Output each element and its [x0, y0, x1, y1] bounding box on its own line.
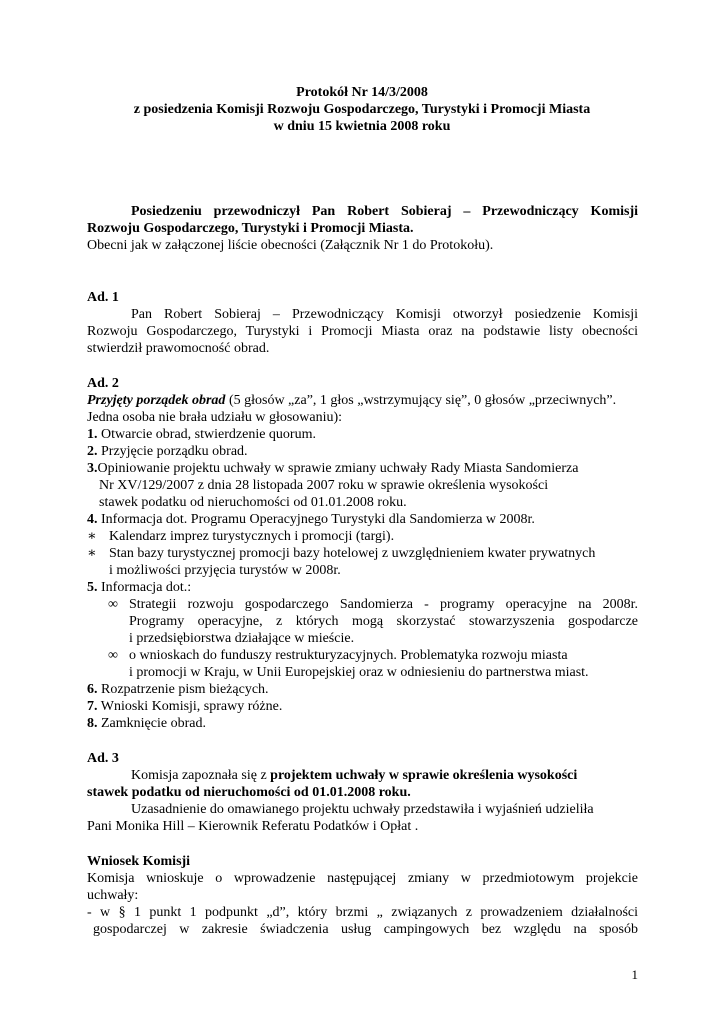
attendance-note: Obecni jak w załączonej liście obecności (Załącznik Nr 1 do Protokołu). — [87, 238, 494, 253]
ad3-line-4: Pani Monika Hill – Kierownik Referatu Podatków i Opłat . — [87, 819, 419, 834]
sub-item-2-marker: ∞ — [108, 648, 118, 663]
document-title: Protokół Nr 14/3/2008 — [296, 85, 428, 100]
wniosek-heading: Wniosek Komisji — [87, 854, 191, 869]
agenda-item-text: Otwarcie obrad, stwierdzenie quorum. — [97, 427, 316, 442]
ad1-line-1: Pan Robert Sobieraj – Przewodniczący Komisji otworzył posiedzenie Komisji — [131, 307, 638, 322]
agenda-item-number: 7. — [87, 699, 98, 714]
chair-line-2: Rozwoju Gospodarczego, Turystyki i Promocji Miasta. — [87, 221, 414, 236]
wniosek-line-3: - w § 1 punkt 1 podpunkt „d”, który brzmi „ związanych z prowadzeniem działalności — [87, 905, 638, 920]
ad3-line-2: stawek podatku od nieruchomości od 01.01.2008 roku. — [87, 785, 411, 800]
sub-item-1-line-2: Programy operacyjne, z których mogą skorzystać stowarzyszenia gospodarcze — [129, 614, 638, 629]
ad1-heading: Ad. 1 — [87, 290, 119, 305]
agenda-item-text: Przyjęcie porządku obrad. — [97, 444, 248, 459]
agenda-item-number: 5. — [87, 580, 98, 595]
agenda-item-number: 2. — [87, 444, 98, 459]
agenda-item-7 — [87, 698, 282, 715]
agenda-item-text: Zamknięcie obrad. — [97, 716, 206, 731]
sub-item-2-line-1: o wnioskach do funduszy restrukturyzacyjnych. Problematyka rozwoju miasta — [129, 648, 568, 663]
agenda-item-text: Rozpatrzenie pism bieżących. — [97, 682, 269, 697]
ad3-heading: Ad. 3 — [87, 751, 119, 766]
sub-item-1-line-3: i przedsiębiorstwa działające w mieście. — [129, 631, 355, 646]
ad1-line-3: stwierdził prawomocność obrad. — [87, 341, 270, 356]
sub-item-1-line-1: Strategii rozwoju gospodarczego Sandomierza - programy operacyjne na 2008r. — [129, 597, 638, 612]
vote-line-2: Jedna osoba nie brała udziału w głosowaniu): — [87, 410, 343, 425]
ad1-line-2: Rozwoju Gospodarczego, Turystyki i Promocji Miasta oraz na podstawie listy obecności — [87, 324, 638, 339]
ad3-line-1-text: Komisja zapoznała się z — [131, 768, 271, 783]
agenda-item-number: 8. — [87, 716, 98, 731]
agenda-item-number: 6. — [87, 682, 98, 697]
wniosek-line-2: uchwały: — [87, 888, 139, 903]
wniosek-line-1: Komisja wnioskuje o wprowadzenie następującej zmiany w przedmiotowym projekcie — [87, 871, 638, 886]
agenda-item-3-line-2: Nr XV/129/2007 z dnia 28 listopada 2007 roku w sprawie określenia wysokości — [99, 478, 549, 493]
page-number: 1 — [631, 967, 638, 982]
meeting-date: w dniu 15 kwietnia 2008 roku — [273, 119, 451, 134]
agenda-vote-line — [87, 392, 616, 409]
agenda-item-8 — [87, 715, 206, 732]
vote-text: (5 głosów „za”, 1 głos „wstrzymujący się”, 0 głosów „przeciwnych”. — [225, 393, 617, 408]
agenda-item-4 — [87, 511, 535, 528]
agenda-item-number: 1. — [87, 427, 98, 442]
ad3-line-1 — [131, 767, 577, 784]
sub-item-1-marker: ∞ — [108, 597, 118, 612]
agenda-item-2 — [87, 443, 248, 460]
agenda-item-text: Wnioski Komisji, sprawy różne. — [97, 699, 283, 714]
asterisk-icon: ∗ — [87, 529, 97, 544]
agenda-item-text: Informacja dot.: — [97, 580, 192, 595]
agenda-item-6 — [87, 681, 269, 698]
chair-line-1: Posiedzeniu przewodniczył Pan Robert Sobieraj – Przewodniczący Komisji — [131, 204, 638, 219]
agenda-item-number: 4. — [87, 512, 98, 527]
bullet-item-2-line-2: i możliwości przyjęcia turystów w 2008r. — [109, 563, 341, 578]
document-subtitle: z posiedzenia Komisji Rozwoju Gospodarczego, Turystyki i Promocji Miasta — [133, 102, 591, 117]
agenda-item-3 — [87, 460, 578, 477]
agenda-item-text: Opiniowanie projektu uchwały w sprawie zmiany uchwały Rady Miasta Sandomierza — [97, 461, 579, 476]
resolution-title: projektem uchwały w sprawie określenia wysokości — [270, 768, 578, 783]
ad3-line-3: Uzasadnienie do omawianego projektu uchwały przedstawiła i wyjaśnień udzieliła — [131, 802, 594, 817]
agenda-item-5 — [87, 579, 191, 596]
bullet-text: Kalendarz imprez turystycznych i promocji (targi). — [109, 529, 395, 544]
asterisk-icon: ∗ — [87, 546, 97, 561]
bullet-item-2 — [87, 545, 595, 562]
agenda-item-number: 3. — [87, 461, 98, 476]
ad2-heading: Ad. 2 — [87, 376, 119, 391]
agenda-item-text: Informacja dot. Programu Operacyjnego Turystyki dla Sandomierza w 2008r. — [97, 512, 535, 527]
wniosek-line-4: gospodarczej w zakresie świadczenia usług campingowych bez względu na sposób — [93, 922, 638, 937]
bullet-item-1 — [87, 528, 394, 545]
agenda-item-3-line-3: stawek podatku od nieruchomości od 01.01.2008 roku. — [99, 495, 407, 510]
sub-item-2-line-2: i promocji w Kraju, w Unii Europejskiej oraz w odniesieniu do partnerstwa miast. — [129, 665, 589, 680]
agenda-item-1 — [87, 426, 316, 443]
agenda-label: Przyjęty porządek obrad — [87, 393, 226, 408]
bullet-text: Stan bazy turystycznej promocji bazy hotelowej z uwzględnieniem kwater prywatnych — [109, 546, 596, 561]
